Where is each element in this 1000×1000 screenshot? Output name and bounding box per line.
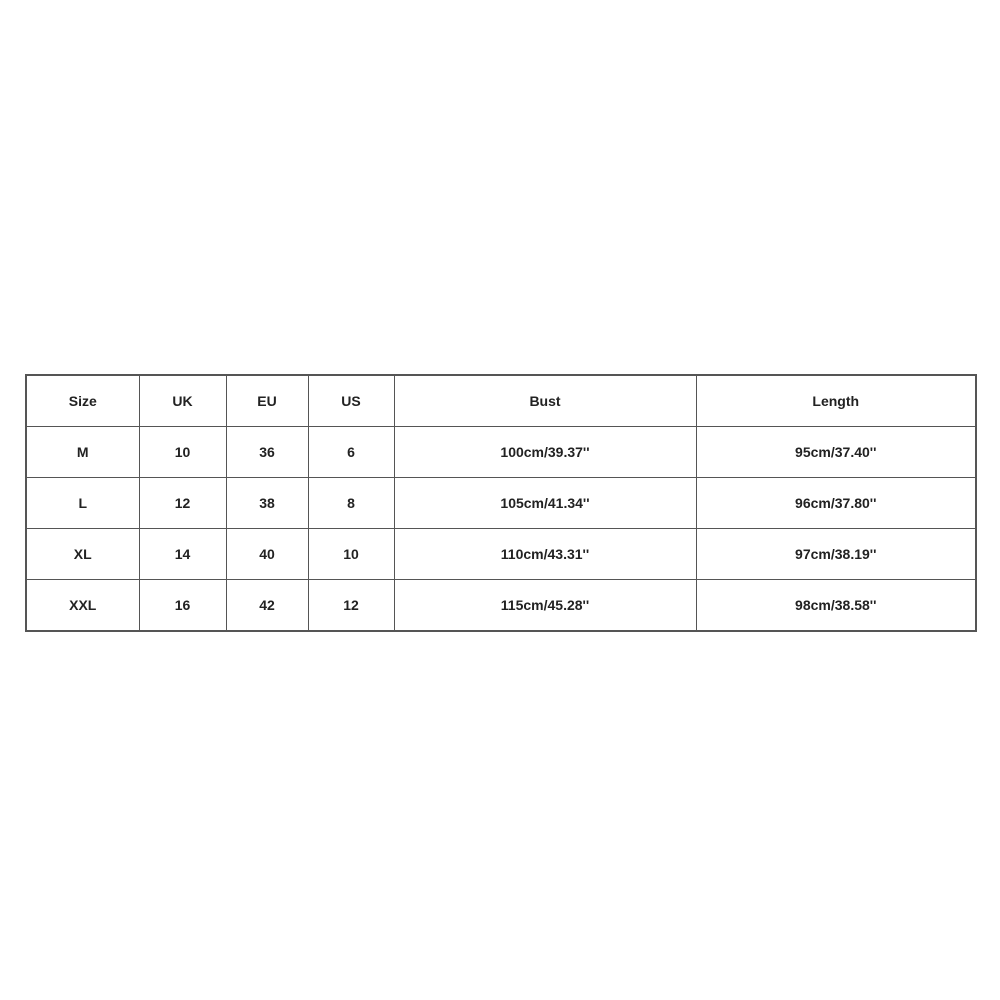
table-row [26,529,976,580]
cell-uk: 16 [139,580,226,632]
cell-us: 12 [308,580,394,632]
cell-length: 98cm/38.58'' [696,580,976,632]
table-header-row [26,375,976,427]
cell-bust: 100cm/39.37'' [394,427,696,478]
cell-size: XL [26,529,139,580]
cell-bust: 115cm/45.28'' [394,580,696,632]
cell-eu: 38 [226,478,308,529]
size-chart-table [25,374,977,632]
cell-uk: 14 [139,529,226,580]
cell-uk: 12 [139,478,226,529]
header-cell-size: Size [26,375,139,427]
table-row [26,478,976,529]
cell-length: 96cm/37.80'' [696,478,976,529]
cell-eu: 36 [226,427,308,478]
cell-us: 6 [308,427,394,478]
cell-us: 10 [308,529,394,580]
cell-size: M [26,427,139,478]
header-cell-length: Length [696,375,976,427]
cell-eu: 42 [226,580,308,632]
header-cell-eu: EU [226,375,308,427]
cell-uk: 10 [139,427,226,478]
header-cell-bust: Bust [394,375,696,427]
header-cell-us: US [308,375,394,427]
cell-bust: 105cm/41.34'' [394,478,696,529]
cell-eu: 40 [226,529,308,580]
cell-length: 97cm/38.19'' [696,529,976,580]
table-row [26,580,976,632]
cell-size: XXL [26,580,139,632]
cell-length: 95cm/37.40'' [696,427,976,478]
header-cell-uk: UK [139,375,226,427]
cell-bust: 110cm/43.31'' [394,529,696,580]
cell-us: 8 [308,478,394,529]
cell-size: L [26,478,139,529]
table-row [26,427,976,478]
